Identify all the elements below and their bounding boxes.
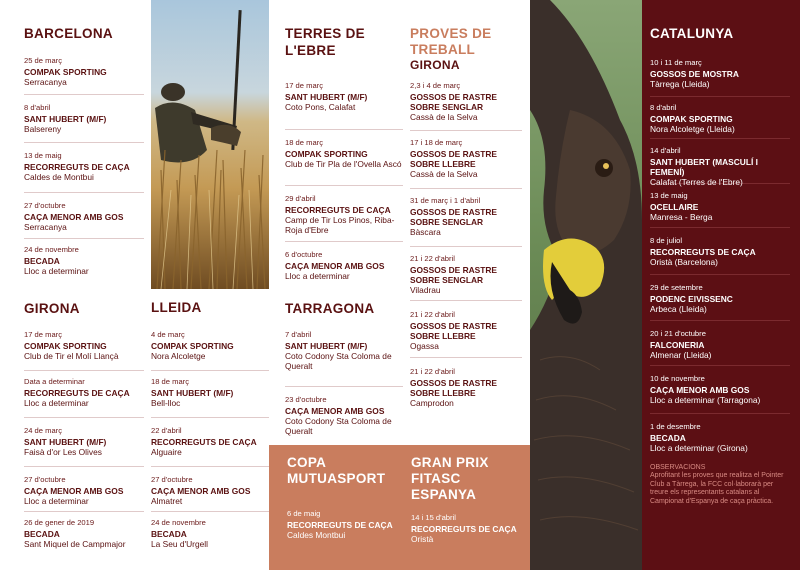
list-item bbox=[24, 143, 144, 193]
event-name: CAÇA MENOR AMB GOS bbox=[285, 406, 385, 416]
catalunya-events bbox=[650, 55, 790, 458]
event-name: SANT HUBERT (M/F) bbox=[285, 341, 368, 351]
event-name: FALCONERIA bbox=[650, 340, 705, 350]
event-place: Lloc a determinar bbox=[24, 496, 89, 506]
event-place: Nora Alcoletge (Lleida) bbox=[650, 124, 735, 134]
event-name-line2: SOBRE SENGLAR bbox=[410, 275, 484, 285]
event-name: GOSSOS DE RASTRE bbox=[410, 378, 498, 388]
event-name: OCELLAIRE bbox=[650, 202, 699, 212]
list-item bbox=[285, 387, 403, 443]
event-name: CAÇA MENOR AMB GOS bbox=[285, 261, 385, 271]
list-item bbox=[24, 327, 144, 371]
event-place: Camp de Tir Los Pinos, Riba-Roja d'Ebre bbox=[285, 215, 395, 235]
event-place: Almatret bbox=[151, 496, 183, 506]
event-date: 10 de novembre bbox=[650, 374, 705, 383]
list-item bbox=[24, 371, 144, 418]
eagle-illustration bbox=[530, 0, 642, 570]
event-place: Nora Alcoletge bbox=[151, 351, 206, 361]
event-date: 21 i 22 d'abril bbox=[410, 254, 455, 263]
event-date: 22 d'abril bbox=[151, 426, 182, 435]
gran-prix-box bbox=[403, 445, 530, 570]
list-item bbox=[410, 301, 522, 358]
event-name: GOSSOS DE RASTRE bbox=[410, 207, 498, 217]
event-name: BECADA bbox=[24, 256, 60, 266]
terres-ebre-column bbox=[285, 0, 403, 445]
eagle-photo bbox=[530, 0, 642, 570]
event-name: BECADA bbox=[24, 529, 60, 539]
hunter-illustration bbox=[151, 0, 269, 289]
event-date: 17 de març bbox=[24, 330, 62, 339]
event-date: 20 i 21 d'octubre bbox=[650, 329, 706, 338]
gran-prix-title-line2: FITASC bbox=[411, 471, 461, 486]
event-place: La Seu d'Urgell bbox=[151, 539, 209, 549]
observations-title: OBSERVACIONS bbox=[650, 464, 706, 471]
event-date: 8 d'abril bbox=[650, 103, 677, 112]
list-item bbox=[285, 186, 403, 242]
event-place: Almenar (Lleida) bbox=[650, 350, 712, 360]
list-item bbox=[410, 189, 522, 247]
event-name-line2: SOBRE LLEBRE bbox=[410, 388, 476, 398]
event-name: COMPAK SPORTING bbox=[24, 67, 107, 77]
event-place: Coto Codony Sta Coloma de Queralt bbox=[285, 416, 392, 436]
barcelona-column bbox=[24, 0, 144, 570]
list-item bbox=[287, 506, 403, 545]
event-name: BECADA bbox=[650, 433, 686, 443]
event-date: 18 de març bbox=[151, 377, 189, 386]
event-place: Ogassa bbox=[410, 341, 439, 351]
list-item bbox=[650, 321, 790, 366]
event-name: SANT HUBERT (M/F) bbox=[24, 114, 107, 124]
list-item bbox=[285, 327, 403, 387]
girona-title: GIRONA bbox=[24, 301, 80, 316]
event-place: Oristà (Barcelona) bbox=[650, 257, 718, 267]
event-name: RECORREGUTS DE CAÇA bbox=[151, 437, 257, 447]
event-place: Lloc a determinar bbox=[24, 266, 89, 276]
event-place: Balserenу bbox=[24, 124, 62, 134]
event-name: RECORREGUTS DE CAÇA bbox=[287, 520, 393, 530]
event-name: SANT HUBERT (M/F) bbox=[285, 92, 368, 102]
list-item bbox=[151, 327, 269, 371]
event-name: RECORREGUTS DE CAÇA bbox=[411, 524, 517, 534]
event-date: 4 de març bbox=[151, 330, 185, 339]
event-date: 26 de gener de 2019 bbox=[24, 518, 95, 527]
event-name: CAÇA MENOR AMB GOS bbox=[151, 486, 251, 496]
list-item bbox=[650, 184, 790, 228]
event-name: SANT HUBERT (M/F) bbox=[24, 437, 107, 447]
copa-mutuasport-title-line1: COPA bbox=[287, 455, 327, 470]
list-item bbox=[24, 467, 144, 512]
list-item bbox=[24, 53, 144, 95]
event-date: 29 de setembre bbox=[650, 283, 703, 292]
proves-treball-title-line2: TREBALL bbox=[410, 42, 476, 57]
event-date: 24 de novembre bbox=[151, 518, 206, 527]
barcelona-title: BARCELONA bbox=[24, 26, 113, 41]
event-date: 18 de març bbox=[285, 138, 323, 147]
list-item bbox=[24, 193, 144, 239]
copa-mutuasport-box bbox=[269, 445, 403, 570]
event-date: 6 de maig bbox=[287, 509, 321, 518]
copa-mutuasport-title-line2: MUTUASPORT bbox=[287, 471, 386, 486]
event-date: 24 de novembre bbox=[24, 245, 79, 254]
event-place: Cassà de la Selva bbox=[410, 112, 478, 122]
event-name: CAÇA MENOR AMB GOS bbox=[24, 486, 124, 496]
event-name: RECORREGUTS DE CAÇA bbox=[285, 205, 391, 215]
list-item bbox=[24, 512, 144, 554]
event-date: Data a determinar bbox=[24, 377, 85, 386]
event-place: Calafat (Terres de l'Ebre) bbox=[650, 177, 743, 187]
event-place: Bell-lloc bbox=[151, 398, 181, 408]
event-name: GOSSOS DE RASTRE bbox=[410, 265, 498, 275]
event-date: 6 d'octubre bbox=[285, 250, 323, 259]
gran-prix-title-line3: ESPANYA bbox=[411, 487, 477, 502]
event-place: Camprodon bbox=[410, 398, 454, 408]
event-name-line2: SOBRE LLEBRE bbox=[410, 331, 476, 341]
event-name-line2: SOBRE SENGLAR bbox=[410, 102, 484, 112]
lleida-column bbox=[151, 300, 269, 570]
event-date: 27 d'octubre bbox=[151, 475, 193, 484]
list-item bbox=[410, 131, 522, 189]
event-place: Tàrrega (Lleida) bbox=[650, 79, 710, 89]
event-place: Sant Miquel de Campmajor bbox=[24, 539, 126, 549]
event-place: Lloc a determinar bbox=[285, 271, 350, 281]
event-name: BECADA bbox=[151, 529, 187, 539]
event-name: GOSSOS DE RASTRE bbox=[410, 92, 498, 102]
observations-text: Aprofitant les proves que realitza el Pointer Club a Tàrrega, la FCC col·laborarà per treure els representants catalans al Campionat d'Espanya de caça pràctica. bbox=[650, 472, 784, 505]
event-name: COMPAK SPORTING bbox=[151, 341, 234, 351]
list-item bbox=[650, 228, 790, 275]
list-item bbox=[650, 55, 790, 97]
event-date: 14 d'abril bbox=[650, 146, 681, 155]
list-item bbox=[24, 239, 144, 279]
event-date: 2,3 i 4 de març bbox=[410, 81, 461, 90]
proves-treball-title-line1: PROVES DE bbox=[410, 26, 492, 41]
event-place: Lloc a determinar bbox=[24, 398, 89, 408]
gran-prix-title-line1: GRAN PRIX bbox=[411, 455, 489, 470]
event-date: 13 de maig bbox=[24, 151, 62, 160]
list-item bbox=[410, 247, 522, 301]
event-place: Manresa - Berga bbox=[650, 212, 713, 222]
event-name: RECORREGUTS DE CAÇA bbox=[24, 162, 130, 172]
event-date: 8 d'abril bbox=[24, 103, 51, 112]
event-name: SANT HUBERT (M/F) bbox=[151, 388, 234, 398]
event-name: COMPAK SPORTING bbox=[24, 341, 107, 351]
event-place: Arbeca (Lleida) bbox=[650, 304, 707, 314]
event-name: RECORREGUTS DE CAÇA bbox=[24, 388, 130, 398]
list-item bbox=[151, 512, 269, 554]
event-place: Caldes de Montbui bbox=[24, 172, 94, 182]
event-name: GOSSOS DE RASTRE bbox=[410, 149, 498, 159]
event-date: 7 d'abril bbox=[285, 330, 312, 339]
event-place: Serracanya bbox=[24, 77, 67, 87]
event-place: Lloc a determinar (Girona) bbox=[650, 443, 748, 453]
event-place: Club de Tir Pla de l'Ovella Ascó bbox=[285, 159, 402, 169]
tarragona-events bbox=[285, 327, 403, 443]
list-item bbox=[650, 139, 790, 187]
event-date: 13 de maig bbox=[650, 191, 688, 200]
event-place: Club de Tir el Molí Llançà bbox=[24, 351, 119, 361]
list-item bbox=[411, 510, 530, 549]
list-item bbox=[151, 418, 269, 467]
event-name: RECORREGUTS DE CAÇA bbox=[650, 247, 756, 257]
event-name: GOSSOS DE RASTRE bbox=[410, 321, 498, 331]
event-date: 27 d'octubre bbox=[24, 475, 66, 484]
event-name: SANT HUBERT (MASCULÍ I FEMENÍ) bbox=[650, 157, 758, 177]
event-date: 25 de març bbox=[24, 56, 62, 65]
catalunya-title: CATALUNYA bbox=[650, 26, 734, 41]
event-date: 29 d'abril bbox=[285, 194, 316, 203]
event-place: Lloc a determinar (Tarragona) bbox=[650, 395, 761, 405]
list-item bbox=[650, 275, 790, 321]
event-date: 17 i 18 de març bbox=[410, 138, 463, 147]
hunter-photo bbox=[151, 0, 269, 289]
list-item bbox=[285, 78, 403, 130]
event-place: Oristà bbox=[411, 534, 434, 544]
list-item bbox=[410, 358, 522, 412]
list-item bbox=[285, 130, 403, 186]
event-place: Bàscara bbox=[410, 227, 441, 237]
terres-ebre-title-line2: L'EBRE bbox=[285, 43, 336, 58]
event-name: CAÇA MENOR AMB GOS bbox=[24, 212, 124, 222]
terres-ebre-events bbox=[285, 78, 403, 282]
list-item bbox=[650, 366, 790, 414]
catalunya-panel bbox=[642, 0, 800, 570]
proves-treball-subtitle: GIRONA bbox=[410, 58, 460, 72]
event-place: Faisà d'or Les Olives bbox=[24, 447, 102, 457]
event-date: 21 i 22 d'abril bbox=[410, 367, 455, 376]
event-name-line2: SOBRE LLEBRE bbox=[410, 159, 476, 169]
event-name: COMPAK SPORTING bbox=[650, 114, 733, 124]
list-item bbox=[410, 78, 522, 131]
event-date: 8 de juliol bbox=[650, 236, 683, 245]
girona-events bbox=[24, 327, 144, 554]
event-place: Coto Pons, Calafat bbox=[285, 102, 356, 112]
event-date: 31 de març i 1 d'abril bbox=[410, 196, 481, 205]
event-name: CAÇA MENOR AMB GOS bbox=[650, 385, 750, 395]
list-item bbox=[650, 414, 790, 458]
event-place: Caldes Montbui bbox=[287, 530, 346, 540]
proves-treball-events bbox=[410, 78, 522, 412]
list-item bbox=[650, 97, 790, 139]
event-date: 24 de març bbox=[24, 426, 62, 435]
list-item bbox=[285, 242, 403, 282]
event-place: Viladrau bbox=[410, 285, 441, 295]
event-place: Cassà de la Selva bbox=[410, 169, 478, 179]
event-date: 1 de desembre bbox=[650, 422, 701, 431]
event-name-line2: SOBRE SENGLAR bbox=[410, 217, 484, 227]
lleida-events bbox=[151, 327, 269, 554]
event-date: 10 i 11 de març bbox=[650, 58, 702, 67]
list-item bbox=[24, 418, 144, 467]
event-date: 23 d'octubre bbox=[285, 395, 327, 404]
event-date: 21 i 22 d'abril bbox=[410, 310, 455, 319]
event-name: GOSSOS DE MOSTRA bbox=[650, 69, 739, 79]
event-place: Serracanya bbox=[24, 222, 67, 232]
terres-ebre-title-line1: TERRES DE bbox=[285, 26, 365, 41]
event-date: 27 d'octubre bbox=[24, 201, 66, 210]
list-item bbox=[151, 371, 269, 418]
tarragona-title: TARRAGONA bbox=[285, 301, 375, 316]
event-place: Alguaire bbox=[151, 447, 182, 457]
event-name: PODENC EIVISSENC bbox=[650, 294, 733, 304]
list-item bbox=[151, 467, 269, 512]
barcelona-events bbox=[24, 53, 144, 279]
lleida-title: LLEIDA bbox=[151, 300, 202, 315]
event-name: COMPAK SPORTING bbox=[285, 149, 368, 159]
event-date: 17 de març bbox=[285, 81, 323, 90]
event-place: Coto Codony Sta Coloma de Queralt bbox=[285, 351, 392, 371]
list-item bbox=[24, 95, 144, 143]
proves-treball-column bbox=[410, 0, 522, 445]
event-date: 14 i 15 d'abril bbox=[411, 513, 456, 522]
